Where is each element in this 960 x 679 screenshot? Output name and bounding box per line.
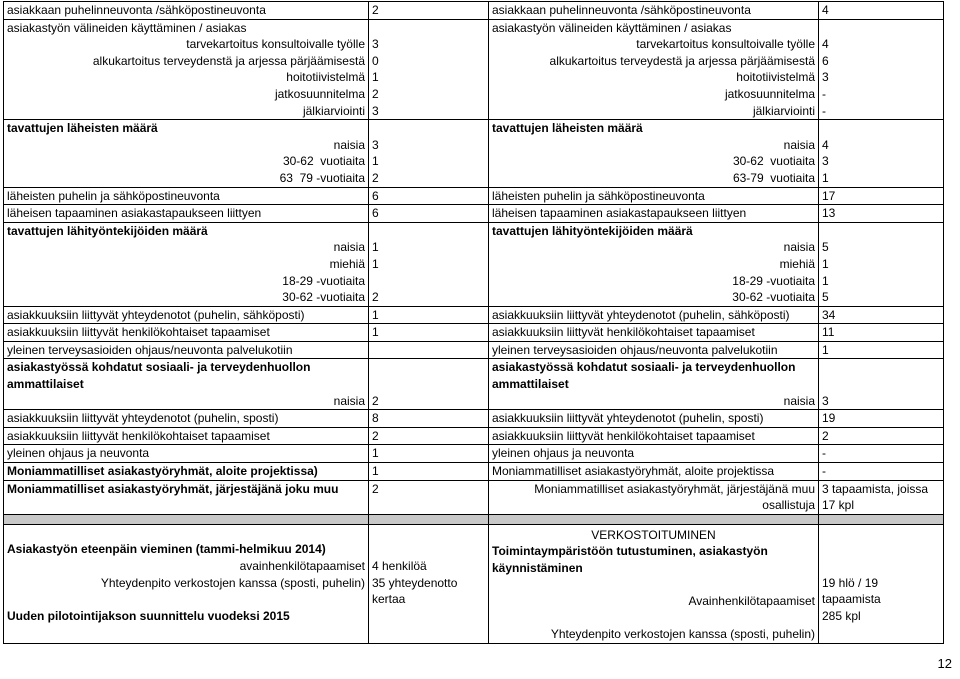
- table-row: [4, 410, 944, 428]
- row-value: 2: [819, 427, 944, 445]
- row-label: asiakkuuksiin liittyvät henkilökohtaiset tapaamiset: [4, 427, 369, 445]
- sub-item: 18-29 -vuotiaita: [732, 273, 815, 288]
- row-label: asiakkuuksiin liittyvät henkilökohtaiset tapaamiset: [489, 324, 819, 342]
- row-value: [819, 222, 944, 306]
- row-value: 3 tapaamista, joissa 17 kpl: [819, 480, 944, 514]
- sub-item: naisia: [333, 137, 365, 152]
- row-label: asiakkuuksiin liittyvät henkilökohtaiset tapaamiset: [489, 427, 819, 445]
- sub-value: 285 kpl: [822, 608, 861, 623]
- row-value: [819, 359, 944, 410]
- group-heading: asiakastyössä kohdatut sosiaali- ja terveydenhuollon ammattilaiset: [7, 360, 311, 392]
- row-label: asiakkuuksiin liittyvät yhteydenotot (puhelin, sposti): [4, 410, 369, 428]
- table-row: [4, 445, 944, 463]
- sub-item: 18-29 -vuotiaita: [282, 273, 365, 288]
- sub-item: alkukartoitus terveydestä ja arjessa pärjäämisestä: [549, 53, 815, 68]
- row-label: asiakkaan puhelinneuvonta /sähköpostineuvonta: [4, 2, 369, 20]
- row-value: 4: [819, 2, 944, 20]
- sub-item: jatkosuunnitelma: [724, 86, 815, 101]
- row-value: 1: [369, 306, 489, 324]
- row-label: läheisen tapaaminen asiakastapaukseen liittyen: [4, 205, 369, 223]
- table-row: [4, 19, 944, 120]
- table-row: [4, 427, 944, 445]
- sub-item: 30-62 vuotiaita: [282, 154, 365, 169]
- row-value: 2: [369, 480, 489, 514]
- sub-value: 3: [822, 154, 829, 169]
- sub-value: 1: [372, 70, 379, 85]
- group-heading: Asiakastyön eteenpäin vieminen (tammi-helmikuu 2014): [7, 542, 326, 557]
- row-label: [489, 359, 819, 410]
- row-label: asiakkaan puhelinneuvonta /sähköpostineuvonta: [489, 2, 819, 20]
- sub-item: alkukartoitus terveydenstä ja arjessa pärjäämisestä: [92, 53, 365, 68]
- sub-value: 3: [372, 103, 379, 118]
- sub-value: 1: [372, 154, 379, 169]
- row-label: Moniammatilliset asiakastyöryhmät, järjestäjänä muu osallistuja: [489, 480, 819, 514]
- table-row: [4, 359, 944, 410]
- row-label: Moniammatilliset asiakastyöryhmät, aloite projektissa: [489, 463, 819, 481]
- group-heading: tavattujen lähityöntekijöiden määrä: [492, 223, 693, 238]
- sub-value: 5: [822, 240, 829, 255]
- sub-item: jatkosuunnitelma: [274, 86, 365, 101]
- sub-item: avainhenkilötapaamiset: [239, 559, 365, 573]
- statistics-table: [3, 1, 944, 644]
- row-label: [489, 222, 819, 306]
- row-value: 6: [369, 187, 489, 205]
- table-row: [4, 205, 944, 223]
- row-value: 6: [369, 205, 489, 223]
- sub-value: 3: [822, 393, 829, 408]
- row-value: -: [819, 445, 944, 463]
- sub-item: naisia: [783, 137, 815, 152]
- sub-value: 1: [372, 256, 379, 271]
- sub-item: jälkiarviointi: [752, 103, 815, 118]
- sub-item: miehiä: [779, 256, 815, 271]
- sub-value: 3: [372, 37, 379, 52]
- group-heading: Toimintaympäristöön tutustuminen, asiakastyön käynnistäminen: [492, 544, 768, 575]
- table-row: [4, 463, 944, 481]
- row-label: läheisten puhelin ja sähköpostineuvonta: [4, 187, 369, 205]
- group-heading: asiakastyön välineiden käyttäminen / asiakas: [7, 20, 247, 35]
- sub-item: miehiä: [329, 256, 365, 271]
- group-heading: Uuden pilotointijakson suunnittelu vuodeksi 2015: [7, 608, 290, 623]
- row-value: 1: [369, 324, 489, 342]
- sub-value: 1: [372, 240, 379, 255]
- row-value: 19: [819, 410, 944, 428]
- row-value: 2: [369, 427, 489, 445]
- row-value: [819, 524, 944, 643]
- row-value: [369, 359, 489, 410]
- row-label: Moniammatilliset asiakastyöryhmät, aloite projektissa): [4, 463, 369, 481]
- row-value: 13: [819, 205, 944, 223]
- sub-item: naisia: [333, 240, 365, 255]
- table-row: [4, 480, 944, 514]
- row-value: [369, 222, 489, 306]
- table-row: [4, 2, 944, 20]
- sub-value: 1: [822, 273, 829, 288]
- row-label: [4, 359, 369, 410]
- sub-value: 2: [372, 393, 379, 408]
- row-label: [4, 120, 369, 187]
- table-row: [4, 341, 944, 359]
- group-heading: tavattujen läheisten määrä: [7, 121, 158, 136]
- sub-item: jälkiarviointi: [302, 103, 365, 118]
- sub-value: 4 henkilöä: [372, 559, 427, 573]
- row-label: yleinen terveysasioiden ohjaus/neuvonta palvelukotiin: [489, 341, 819, 359]
- row-value: [369, 524, 489, 643]
- row-value: 8: [369, 410, 489, 428]
- row-label: asiakkuuksiin liittyvät yhteydenotot (puhelin, sposti): [489, 410, 819, 428]
- row-label: Moniammatilliset asiakastyöryhmät, järjestäjänä joku muu: [4, 480, 369, 514]
- sub-value: -: [822, 103, 826, 118]
- row-value: 1: [819, 341, 944, 359]
- row-value: [369, 341, 489, 359]
- table-row: [4, 222, 944, 306]
- row-value: 11: [819, 324, 944, 342]
- row-value: [819, 120, 944, 187]
- group-heading: tavattujen läheisten määrä: [492, 121, 643, 136]
- sub-item: 63 79 -vuotiaita: [279, 170, 365, 185]
- sub-item: hoitotiivistelmä: [736, 70, 815, 85]
- sub-value: 6: [822, 53, 829, 68]
- row-label: [489, 524, 819, 643]
- sub-value: 35 yhteydenotto kertaa: [372, 575, 458, 607]
- sub-item: tarvekartoitus konsultoivalle työlle: [186, 37, 365, 52]
- sub-value: 5: [822, 290, 829, 305]
- table-row: [4, 524, 944, 643]
- row-label: asiakkuuksiin liittyvät yhteydenotot (puhelin, sähköposti): [489, 306, 819, 324]
- sub-value: 4: [822, 137, 829, 152]
- sub-value: 19 hlö / 19 tapaamista: [822, 575, 881, 607]
- sub-item: 30-62 -vuotiaita: [282, 290, 365, 305]
- sub-item: 63-79 vuotiaita: [732, 170, 815, 185]
- row-value: 2: [369, 2, 489, 20]
- row-value: 1: [369, 445, 489, 463]
- table-row: [4, 306, 944, 324]
- sub-value: [372, 273, 485, 290]
- row-label: yleinen ohjaus ja neuvonta: [489, 445, 819, 463]
- table-row: [4, 187, 944, 205]
- row-label: läheisen tapaaminen asiakastapaukseen liittyen: [489, 205, 819, 223]
- group-heading: asiakastyössä kohdatut sosiaali- ja terveydenhuollon ammattilaiset: [492, 360, 796, 392]
- row-label: [4, 222, 369, 306]
- separator-row: [4, 514, 944, 524]
- sub-value: 2: [372, 86, 379, 101]
- row-value: -: [819, 463, 944, 481]
- section-title: VERKOSTOITUMINEN: [591, 527, 716, 542]
- sub-item: tarvekartoitus konsultoivalle työlle: [636, 37, 815, 52]
- row-label: läheisten puhelin ja sähköpostineuvonta: [489, 187, 819, 205]
- row-label: [4, 524, 369, 643]
- sub-item: 30-62 vuotiaita: [732, 154, 815, 169]
- group-heading: asiakastyön välineiden käyttäminen / asiakas: [492, 20, 732, 35]
- row-label: yleinen ohjaus ja neuvonta: [4, 445, 369, 463]
- row-value: [369, 19, 489, 120]
- row-value: 17: [819, 187, 944, 205]
- sub-item: hoitotiivistelmä: [286, 70, 365, 85]
- row-label: asiakkuuksiin liittyvät henkilökohtaiset tapaamiset: [4, 324, 369, 342]
- sub-value: -: [822, 86, 826, 101]
- sub-item: naisia: [333, 393, 365, 408]
- sub-value: 1: [822, 256, 829, 271]
- row-label: yleinen terveysasioiden ohjaus/neuvonta palvelukotiin: [4, 341, 369, 359]
- sub-value: 2: [372, 290, 379, 305]
- table-row: [4, 120, 944, 187]
- sub-item: naisia: [783, 393, 815, 408]
- row-value: [819, 19, 944, 120]
- sub-value: 1: [822, 170, 829, 185]
- table-row: [4, 324, 944, 342]
- sub-item: naisia: [783, 240, 815, 255]
- page-number: 12: [937, 656, 952, 671]
- sub-item: Yhteydenpito verkostojen kanssa (sposti, puhelin): [550, 627, 815, 642]
- sub-item: Yhteydenpito verkostojen kanssa (sposti, puhelin): [100, 575, 365, 590]
- group-heading: tavattujen lähityöntekijöiden määrä: [7, 223, 208, 238]
- sub-value: 0: [372, 53, 379, 68]
- sub-value: 2: [372, 170, 379, 185]
- row-value: 34: [819, 306, 944, 324]
- sub-item: 30-62 -vuotiaita: [732, 290, 815, 305]
- row-value: 1: [369, 463, 489, 481]
- row-label: [489, 120, 819, 187]
- sub-item: Avainhenkilötapaamiset: [688, 594, 815, 609]
- row-label: asiakkuuksiin liittyvät yhteydenotot (puhelin, sähköposti): [4, 306, 369, 324]
- row-label: [489, 19, 819, 120]
- row-value: [369, 120, 489, 187]
- sub-value: 3: [822, 70, 829, 85]
- sub-value: 4: [822, 37, 829, 52]
- sub-value: 3: [372, 137, 379, 152]
- row-label: [4, 19, 369, 120]
